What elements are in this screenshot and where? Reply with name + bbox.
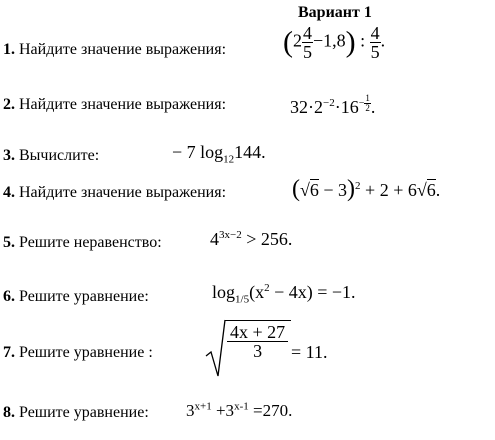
task-number: 5. — [3, 234, 15, 251]
whole-part: 2 — [293, 30, 302, 51]
fraction: $\frac{4}{5}$ — [370, 23, 380, 62]
task-text: Решите уравнение: — [19, 404, 149, 421]
exponent: −2 — [323, 96, 335, 109]
task-8 — [3, 403, 149, 423]
log-base: 12 — [223, 153, 235, 166]
log-base: 1/5 — [235, 293, 250, 306]
division-sign: : — [360, 30, 366, 51]
exponent: x-1 — [234, 400, 249, 413]
term: + 2 + 6 — [360, 180, 417, 200]
expression-8 — [186, 401, 292, 421]
task-2 — [3, 95, 226, 115]
expression-4: $(√6 - 3)^2 + 2 + 6√6$. — [292, 176, 441, 202]
fraction: $\frac{4}{5}$ — [303, 23, 312, 62]
task-number: 4. — [3, 184, 15, 201]
term: − 3 — [318, 180, 348, 200]
exponent: 2 — [355, 180, 361, 192]
task-number: 6. — [3, 288, 15, 305]
task-6 — [3, 287, 149, 307]
minus-term: −1,8 — [313, 30, 346, 51]
period: . — [370, 96, 376, 117]
task-number: 8. — [3, 404, 15, 421]
task-number: 1. — [3, 41, 15, 58]
inequality-rhs: > 256 — [241, 229, 288, 249]
radicand: $\frac{4x + 27}{3}$ — [225, 320, 291, 376]
log-prefix: − 7 log — [172, 142, 224, 162]
task-text: Решите уравнение: — [19, 288, 149, 305]
task-5 — [3, 233, 162, 253]
expression-1 — [283, 24, 385, 61]
base: 32·2 — [290, 96, 323, 117]
radicand: 6 — [309, 180, 319, 200]
task-7 — [3, 343, 153, 363]
expression-5 — [210, 229, 292, 250]
expression-6 — [212, 282, 356, 306]
term: − 4x) = −1 — [269, 282, 352, 302]
period: . — [380, 30, 386, 51]
task-number: 3. — [3, 147, 15, 164]
variant-title: Вариант 1 — [298, 4, 372, 21]
term: +3 — [211, 401, 235, 420]
expression-3 — [172, 142, 266, 166]
radicand: 6 — [426, 180, 436, 200]
task-text: Найдите значение выражения: — [19, 41, 227, 58]
task-number: 2. — [3, 96, 15, 113]
task-text: Решите уравнение : — [19, 344, 153, 361]
term: ·16 — [334, 96, 359, 117]
term: =270. — [248, 401, 293, 420]
log-argument: 144. — [234, 142, 266, 162]
exponent: 3x−2 — [219, 229, 242, 241]
sqrt-symbol — [205, 318, 227, 378]
sqrt-symbol: √ — [416, 180, 427, 200]
log-prefix: log — [212, 282, 236, 302]
task-text: Найдите значение выражения: — [19, 184, 227, 201]
exponent: x+1 — [194, 400, 212, 413]
period: . — [435, 180, 441, 200]
task-3 — [3, 146, 99, 166]
task-number: 7. — [3, 344, 15, 361]
task-text: Вычислите: — [19, 147, 100, 164]
period: . — [287, 229, 293, 249]
task-1 — [3, 40, 226, 60]
sqrt-symbol: √ — [300, 180, 310, 200]
task-4 — [3, 183, 226, 203]
expression-2 — [290, 94, 375, 118]
term: = 11. — [291, 342, 328, 362]
paren-right: ) — [345, 25, 356, 59]
base: 3 — [186, 401, 195, 420]
paren-left: ( — [283, 25, 293, 59]
exponent: 2 — [264, 282, 270, 294]
term: (x — [249, 282, 265, 302]
task-text: Найдите значение выражения: — [19, 96, 227, 113]
base: 4 — [210, 229, 219, 249]
period: . — [351, 282, 356, 302]
exponent: − 1 2 — [358, 93, 370, 113]
task-text: Решите неравенство: — [19, 234, 162, 251]
